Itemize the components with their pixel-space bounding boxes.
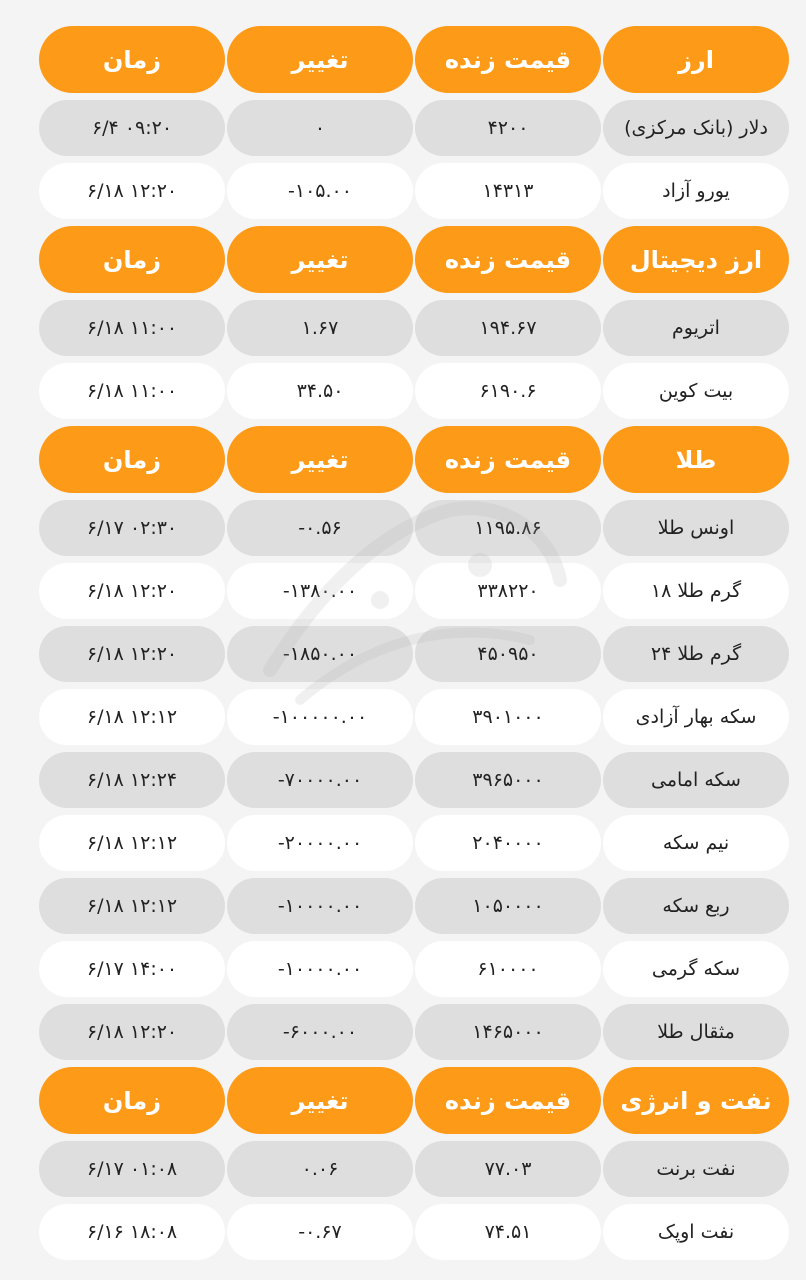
row-name: دلار (بانک مرکزی) xyxy=(603,100,789,156)
row-price: ۱۰۵۰۰۰۰ xyxy=(415,878,601,934)
table-row xyxy=(38,815,789,871)
row-price: ۷۴.۵۱ xyxy=(415,1204,601,1260)
row-time: ۶/۱۷ ۰۲:۳۰ xyxy=(39,500,225,556)
row-name: بیت کوین xyxy=(603,363,789,419)
row-price: ۱۱۹۵.۸۶ xyxy=(415,500,601,556)
row-time: ۶/۱۸ ۱۲:۲۴ xyxy=(39,752,225,808)
column-header-time: زمان xyxy=(39,1067,225,1134)
row-name: ربع سکه xyxy=(603,878,789,934)
row-price: ۱۴۶۵۰۰۰ xyxy=(415,1004,601,1060)
column-header-price: قیمت زنده xyxy=(415,1067,601,1134)
section-title: طلا xyxy=(603,426,789,493)
row-name: گرم طلا ۱۸ xyxy=(603,563,789,619)
table-row xyxy=(38,689,789,745)
row-time: ۶/۱۸ ۱۲:۲۰ xyxy=(39,1004,225,1060)
row-price: ۴۲۰۰ xyxy=(415,100,601,156)
row-time: ۶/۱۸ ۱۲:۲۰ xyxy=(39,563,225,619)
row-change: -۷۰۰۰۰.۰۰ xyxy=(227,752,413,808)
row-change: -۱۰۰۰۰.۰۰ xyxy=(227,878,413,934)
row-price: ۷۷.۰۳ xyxy=(415,1141,601,1197)
row-price: ۳۹۶۵۰۰۰ xyxy=(415,752,601,808)
row-price: ۳۳۸۲۲۰ xyxy=(415,563,601,619)
row-name: سکه بهار آزادی xyxy=(603,689,789,745)
row-name: سکه گرمی xyxy=(603,941,789,997)
row-change: ۳۴.۵۰ xyxy=(227,363,413,419)
section-header-oil-energy xyxy=(38,1067,789,1134)
row-change: -۶۰۰۰.۰۰ xyxy=(227,1004,413,1060)
row-time: ۶/۱۸ ۱۲:۲۰ xyxy=(39,163,225,219)
row-change: ۱.۶۷ xyxy=(227,300,413,356)
row-change: ۰ xyxy=(227,100,413,156)
row-time: ۶/۱۶ ۱۸:۰۸ xyxy=(39,1204,225,1260)
column-header-time: زمان xyxy=(39,26,225,93)
row-price: ۱۹۴.۶۷ xyxy=(415,300,601,356)
table-row xyxy=(38,1004,789,1060)
row-name: نیم سکه xyxy=(603,815,789,871)
row-price: ۲۰۴۰۰۰۰ xyxy=(415,815,601,871)
row-name: نفت برنت xyxy=(603,1141,789,1197)
row-time: ۶/۱۸ ۱۲:۱۲ xyxy=(39,878,225,934)
row-price: ۶۱۹۰.۶ xyxy=(415,363,601,419)
row-name: اونس طلا xyxy=(603,500,789,556)
row-time: ۶/۱۷ ۰۱:۰۸ xyxy=(39,1141,225,1197)
row-change: -۰.۵۶ xyxy=(227,500,413,556)
row-change: -۱۰۵.۰۰ xyxy=(227,163,413,219)
column-header-price: قیمت زنده xyxy=(415,226,601,293)
table-row xyxy=(38,878,789,934)
row-time: ۶/۱۸ ۱۱:۰۰ xyxy=(39,300,225,356)
row-time: ۶/۱۸ ۱۱:۰۰ xyxy=(39,363,225,419)
column-header-time: زمان xyxy=(39,426,225,493)
row-time: ۶/۱۸ ۱۲:۲۰ xyxy=(39,626,225,682)
row-change: -۱۳۸۰.۰۰ xyxy=(227,563,413,619)
row-name: یورو آزاد xyxy=(603,163,789,219)
section-title: ارز دیجیتال xyxy=(603,226,789,293)
price-table xyxy=(38,26,789,1267)
column-header-price: قیمت زنده xyxy=(415,426,601,493)
table-row xyxy=(38,363,789,419)
section-title: نفت و انرژی xyxy=(603,1067,789,1134)
row-time: ۶/۴ ۰۹:۲۰ xyxy=(39,100,225,156)
section-header-gold xyxy=(38,426,789,493)
row-time: ۶/۱۷ ۱۴:۰۰ xyxy=(39,941,225,997)
row-name: نفت اوپک xyxy=(603,1204,789,1260)
section-header-digital-currency xyxy=(38,226,789,293)
table-row xyxy=(38,626,789,682)
table-row xyxy=(38,163,789,219)
row-name: گرم طلا ۲۴ xyxy=(603,626,789,682)
table-row xyxy=(38,941,789,997)
table-row xyxy=(38,500,789,556)
row-price: ۴۵۰۹۵۰ xyxy=(415,626,601,682)
row-change: -۱۰۰۰۰۰.۰۰ xyxy=(227,689,413,745)
row-price: ۶۱۰۰۰۰ xyxy=(415,941,601,997)
row-change: ۰.۰۶ xyxy=(227,1141,413,1197)
column-header-change: تغییر xyxy=(227,426,413,493)
column-header-price: قیمت زنده xyxy=(415,26,601,93)
section-title: ارز xyxy=(603,26,789,93)
column-header-time: زمان xyxy=(39,226,225,293)
row-change: -۱۰۰۰۰.۰۰ xyxy=(227,941,413,997)
row-time: ۶/۱۸ ۱۲:۱۲ xyxy=(39,815,225,871)
table-row xyxy=(38,1204,789,1260)
row-name: سکه امامی xyxy=(603,752,789,808)
row-change: -۱۸۵۰.۰۰ xyxy=(227,626,413,682)
table-row xyxy=(38,563,789,619)
row-change: -۰.۶۷ xyxy=(227,1204,413,1260)
row-time: ۶/۱۸ ۱۲:۱۲ xyxy=(39,689,225,745)
table-row xyxy=(38,300,789,356)
row-name: مثقال طلا xyxy=(603,1004,789,1060)
table-row xyxy=(38,100,789,156)
table-row xyxy=(38,1141,789,1197)
table-row xyxy=(38,752,789,808)
column-header-change: تغییر xyxy=(227,26,413,93)
row-price: ۱۴۳۱۳ xyxy=(415,163,601,219)
column-header-change: تغییر xyxy=(227,226,413,293)
row-change: -۲۰۰۰۰.۰۰ xyxy=(227,815,413,871)
row-name: اتریوم xyxy=(603,300,789,356)
column-header-change: تغییر xyxy=(227,1067,413,1134)
row-price: ۳۹۰۱۰۰۰ xyxy=(415,689,601,745)
section-header-currency xyxy=(38,26,789,93)
